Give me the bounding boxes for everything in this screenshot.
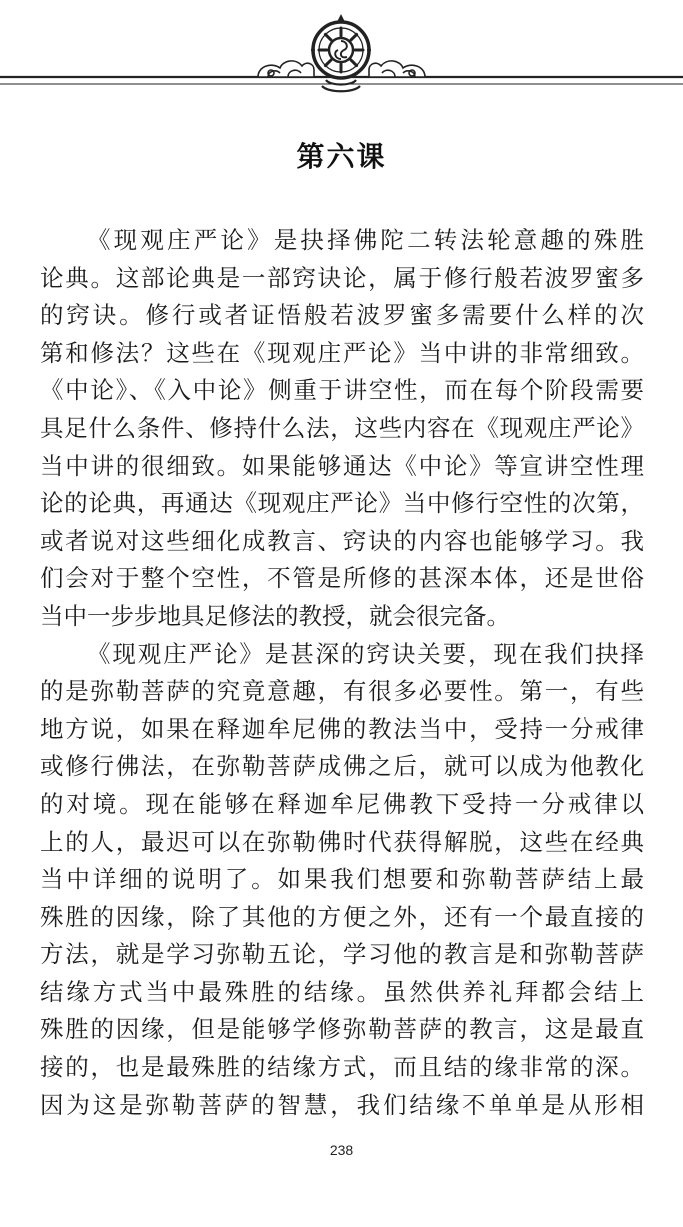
text-line: 地方说，如果在释迦牟尼佛的教法当中，受持一分戒律 [40, 714, 644, 743]
text-line: 接的，也是最殊胜的结缘方式，而且结的缘非常的深。 [40, 1053, 644, 1082]
text-line: 的对境。现在能够在释迦牟尼佛教下受持一分戒律以 [40, 789, 644, 818]
text-line: 具足什么条件、修持什么法，这些内容在《现观庄严论》 [40, 413, 644, 442]
header-ornament [0, 0, 683, 110]
text-line: 殊胜的因缘，但是能够学修弥勒菩萨的教言，这是最直 [40, 1015, 644, 1044]
paragraph-2 [40, 636, 644, 1125]
text-line: 或修行佛法，在弥勒菩萨成佛之后，就可以成为他教化 [40, 752, 644, 781]
text-line: 《现观庄严论》是甚深的窍诀关要，现在我们抉择 [87, 639, 644, 668]
text-line: 《现观庄严论》是抉择佛陀二转法轮意趣的殊胜 [87, 226, 644, 254]
paragraph-1 [40, 222, 644, 636]
text-line: 因为这是弥勒菩萨的智慧，我们结缘不单单是从形相 [40, 1090, 644, 1119]
text-line: 当中详细的说明了。如果我们想要和弥勒菩萨结上最 [40, 865, 644, 894]
text-line: 的窍诀。修行或者证悟般若波罗蜜多需要什么样的次 [40, 301, 644, 330]
text-line: 方法，就是学习弥勒五论，学习他的教言是和弥勒菩萨 [40, 940, 644, 969]
dharma-wheel-icon [311, 14, 371, 91]
text-line: 或者说对这些细化成教言、窍诀的内容也能够学习。我 [40, 526, 644, 555]
text-line: 论的论典，再通达《现观庄严论》当中修行空性的次第， [40, 489, 644, 518]
body-text [40, 222, 644, 1124]
text-line: 第和修法？这些在《现观庄严论》当中讲的非常细致。 [40, 338, 644, 367]
page-number: 238 [329, 1142, 354, 1158]
text-line: 结缘方式当中最殊胜的结缘。虽然供养礼拜都会结上 [40, 977, 644, 1006]
text-line: 殊胜的因缘，除了其他的方便之外，还有一个最直接的 [40, 902, 644, 931]
cloud-scroll-right-icon [369, 61, 425, 77]
cloud-scroll-left-icon [258, 61, 314, 77]
text-line: 上的人，最迟可以在弥勒佛时代获得解脱，这些在经典 [40, 827, 644, 856]
chapter-title: 第六课 [296, 140, 387, 173]
text-line: 当中讲的很细致。如果能够通达《中论》等宣讲空性理 [40, 451, 644, 480]
text-line: 当中一步步地具足修法的教授，就会很完备。 [40, 601, 510, 630]
text-line: 的是弥勒菩萨的究竟意趣，有很多必要性。第一，有些 [40, 677, 644, 706]
text-line: 《中论》、《入中论》侧重于讲空性，而在每个阶段需要 [40, 376, 644, 405]
text-line: 们会对于整个空性，不管是所修的甚深本体，还是世俗 [40, 564, 644, 593]
text-line: 论典。这部论典是一部窍诀论，属于修行般若波罗蜜多 [40, 263, 644, 292]
